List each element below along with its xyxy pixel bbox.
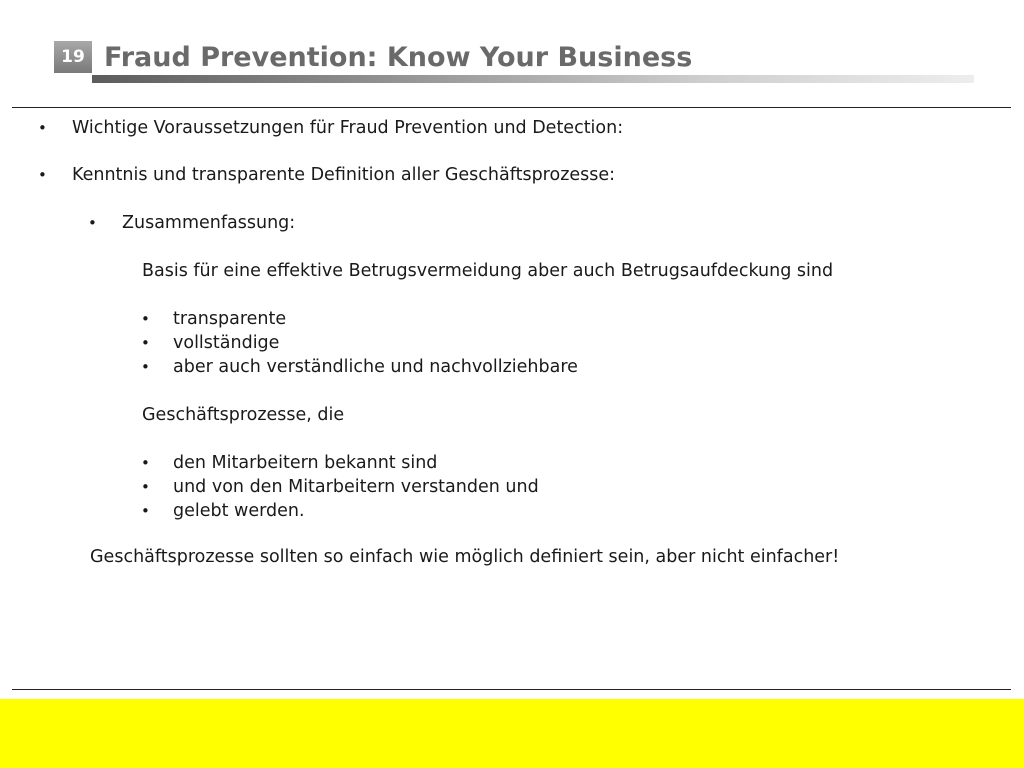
bottom-divider [12,689,1011,690]
bullet-item: Kenntnis und transparente Definition aller Geschäftsprozesse: [72,165,616,185]
bullet-icon: • [141,454,150,472]
quality-item: aber auch verständliche und nachvollziehbare [173,357,578,377]
intro-text: Basis für eine effektive Betrugsvermeidung aber auch Betrugsaufdeckung sind [142,261,834,281]
bullet-icon: • [38,166,47,184]
process-item: gelebt werden. [173,501,305,521]
quality-item: transparente [173,309,287,329]
bullet-icon: • [141,478,150,496]
top-divider [12,107,1011,108]
conclusion-text: Geschäftsprozesse sollten so einfach wie möglich definiert sein, aber nicht einfacher! [90,547,840,567]
bullet-icon: • [88,214,97,232]
title-gradient-bar [92,75,974,83]
bullet-icon: • [141,334,150,352]
bullet-icon: • [141,502,150,520]
bullet-item: Wichtige Voraussetzungen für Fraud Prevention und Detection: [72,118,624,138]
slide-number-badge: 19 [54,41,92,73]
process-item: den Mitarbeitern bekannt sind [173,453,438,473]
bullet-icon: • [38,119,47,137]
process-label: Geschäftsprozesse, die [142,405,345,425]
footer-band [0,699,1024,768]
process-item: und von den Mitarbeitern verstanden und [173,477,539,497]
sub-bullet-item: Zusammenfassung: [122,213,296,233]
bullet-icon: • [141,358,150,376]
slide-title: Fraud Prevention: Know Your Business [104,42,693,73]
bullet-icon: • [141,310,150,328]
quality-item: vollständige [173,333,280,353]
